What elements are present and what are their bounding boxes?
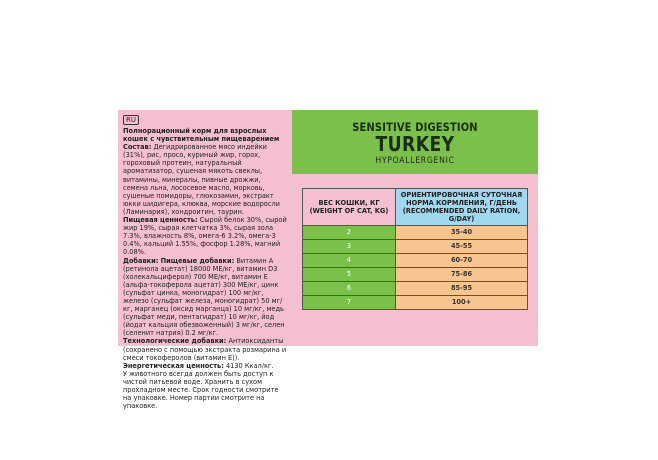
- language-badge: RU: [123, 115, 139, 125]
- ration-header-en: (RECOMMENDED DAILY RATION, G/DAY): [402, 207, 521, 223]
- weight-cell: 3: [303, 240, 396, 254]
- product-label: [118, 110, 538, 411]
- nutrition-text: Сырой белок 30%, сырой жир 19%, сырая клетчатка 3%, сырая зола 7.3%, влажность 8%, омега-6 3.2%, омега-3 0.4%, кальций 1.55%, фосфор 1.28%, магний 0.08%.: [123, 216, 287, 257]
- energy-text: 4130 Ккал/кг.: [225, 361, 274, 370]
- tech-label: Технологические добавки:: [123, 337, 227, 346]
- footer-text: У животного всегда должен быть доступ к чистой питьевой воде. Хранить в сухом прохладном месте. Срок годности смотрите на упаковке. Номер партии смотрите на упаковке.: [123, 369, 279, 411]
- ration-cell: 85-95: [396, 282, 528, 296]
- weight-cell: 4: [303, 254, 396, 268]
- weight-header-en: (WEIGHT OF CAT, KG): [309, 207, 389, 215]
- product-header: [292, 110, 538, 174]
- weight-cell: 6: [303, 282, 396, 296]
- ration-column-header: [396, 189, 528, 226]
- table-row: [303, 282, 528, 296]
- additives-label: Добавки: Пищевые добавки:: [123, 256, 235, 265]
- additives-paragraph: [123, 257, 287, 338]
- feeding-panel: [292, 110, 538, 346]
- nutrition-paragraph: [123, 216, 287, 256]
- table-header-row: [303, 189, 528, 226]
- ration-cell: 100+: [396, 296, 528, 310]
- tech-paragraph: [123, 337, 287, 361]
- energy-paragraph: [123, 362, 287, 370]
- composition-text: Дегидрированное мясо индейки (31%), рис, просо, куриный жир, горох, гороховый протеин, натуральный ароматизатор, сушеная мякоть свеклы, витамины, минералы, пивные дрожжи, семена льна, лососевое масло, морковь, сушеные помидоры, глюкозамин, экстракт юкки шидигера, клюква, морские водоросли (Ламинария), хондроитин, таурин.: [123, 143, 280, 216]
- product-type: Полнорационный корм для взрослых кошек с чувствительным пищеварением: [123, 127, 280, 144]
- weight-cell: 5: [303, 268, 396, 282]
- weight-header-ru: ВЕС КОШКИ, КГ: [318, 199, 380, 207]
- ration-header-ru: ОРИЕНТИРОВОЧНАЯ СУТОЧНАЯ НОРМА КОРМЛЕНИЯ, Г/ДЕНЬ: [400, 191, 523, 207]
- ration-cell: 35-40: [396, 226, 528, 240]
- weight-column-header: [303, 189, 396, 226]
- nutrition-label: Пищевая ценность:: [123, 216, 198, 225]
- product-title: SENSITIVE DIGESTION: [352, 120, 478, 134]
- tech-text: Антиоксиданты (сохранено с помощью экстракта розмарина и смеси токоферолов (витамин Е)).: [123, 337, 287, 362]
- table-row: [303, 226, 528, 240]
- product-flavor: TURKEY: [375, 132, 455, 156]
- weight-cell: 2: [303, 226, 396, 240]
- composition-panel: [118, 110, 292, 411]
- feeding-table: [302, 188, 528, 310]
- table-row: [303, 296, 528, 310]
- product-subtitle: HYPOALLERGENIC: [375, 156, 455, 166]
- additives-text: Витамин А (ретинола ацетат) 18000 МЕ/кг, витамин D3 (холекальциферол) 700 МЕ/кг, витамин Е (альфа-токоферола ацетат) 300 МЕ/кг, цинк (сульфат цинка, моногидрат) 100 мг/кг, железо (сульфат железа, моногидрат) 50 мг/кг, марганец (оксид марганца) 10 мг/кг, медь (сульфат меди, пентагидрат) 10 мг/кг, йод (йодат кальция обезвоженный) 3 мг/кг, селен (селенит натрия) 0.2 мг/кг.: [123, 256, 285, 338]
- composition-label: Состав:: [123, 143, 152, 152]
- weight-cell: 7: [303, 296, 396, 310]
- ration-cell: 75-86: [396, 268, 528, 282]
- table-row: [303, 240, 528, 254]
- table-row: [303, 254, 528, 268]
- energy-label: Энергетическая ценность:: [123, 361, 224, 370]
- table-row: [303, 268, 528, 282]
- composition-paragraph: [123, 143, 287, 216]
- feeding-table-box: [292, 174, 538, 346]
- ration-cell: 60-70: [396, 254, 528, 268]
- ration-cell: 45-55: [396, 240, 528, 254]
